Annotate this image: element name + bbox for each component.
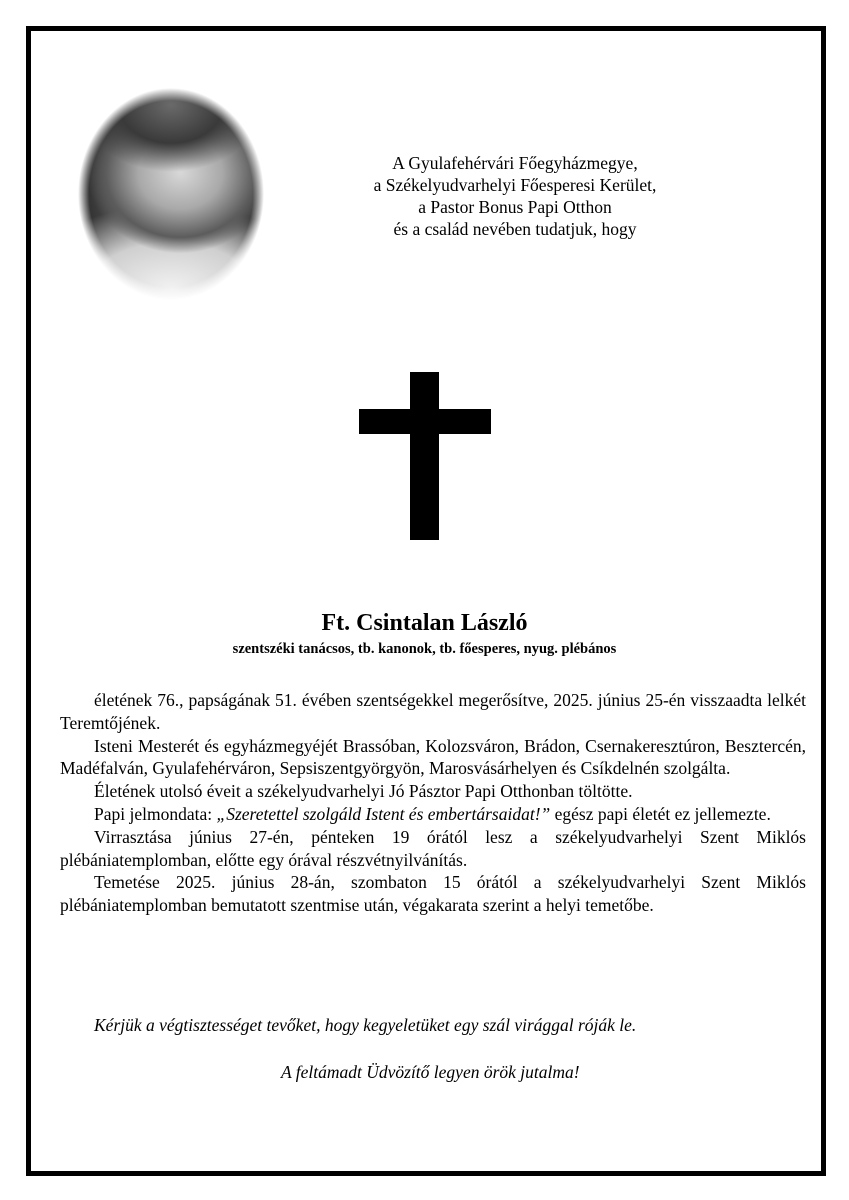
- motto-text: „Szeretettel szolgáld Istent és embertársaidat!”: [216, 803, 551, 824]
- paragraph-vigil: Virrasztása június 27-én, pénteken 19 órától lesz a székelyudvarhelyi Szent Miklós plébániatemplomban, előtte egy órával részvétnyilvánítás.: [60, 826, 806, 870]
- header-line: és a család nevében tudatjuk, hogy: [393, 219, 637, 239]
- paragraph-funeral: Temetése 2025. június 28-án, szombaton 15 órától a székelyudvarhelyi Szent Miklós plébániatemplomban bemutatott szentmise után, végakarata szerint a helyi temetőbe.: [60, 872, 806, 916]
- header-line: a Székelyudvarhelyi Főesperesi Kerület,: [373, 175, 657, 195]
- deceased-titles: szentszéki tanácsos, tb. kanonok, tb. főesperes, nyug. plébános: [232, 641, 617, 657]
- paragraph-age: életének 76., papságának 51. évében szentségekkel megerősítve, 2025. június 25-én visszaadta lelkét Teremtőjének.: [60, 690, 806, 733]
- cross-icon: [359, 372, 491, 540]
- paragraph-last-years: Életének utolsó éveit a székelyudvarhelyi Jó Pásztor Papi Otthonban töltötte.: [94, 781, 633, 802]
- motto-prefix: Papi jelmondata:: [94, 803, 217, 824]
- header-line: A Gyulafehérvári Főegyházmegye,: [392, 153, 638, 173]
- deceased-name: Ft. Csintalan László: [321, 610, 528, 636]
- motto-suffix: egész papi életét ez jellemezte.: [550, 803, 771, 824]
- header-line: a Pastor Bonus Papi Otthon: [418, 197, 612, 217]
- closing-blessing: A feltámadt Üdvözítő legyen örök jutalma!: [281, 1062, 580, 1082]
- obituary-text: [60, 689, 806, 917]
- closing-request: Kérjük a végtisztességet tevőket, hogy kegyeletüket egy szál virággal róják le.: [94, 1015, 637, 1035]
- portrait-photo: [78, 88, 264, 300]
- paragraph-motto: [60, 803, 806, 826]
- announcement-header: [300, 152, 730, 240]
- paragraph-service-places: Isteni Mesterét és egyházmegyéjét Brassóban, Kolozsváron, Brádon, Csernakeresztúron, Besztercén, Madéfalván, Gyulafehérváron, Sepsiszentgyörgyön, Marosvásárhelyen és Csíkdelnén szolgálta.: [60, 735, 806, 779]
